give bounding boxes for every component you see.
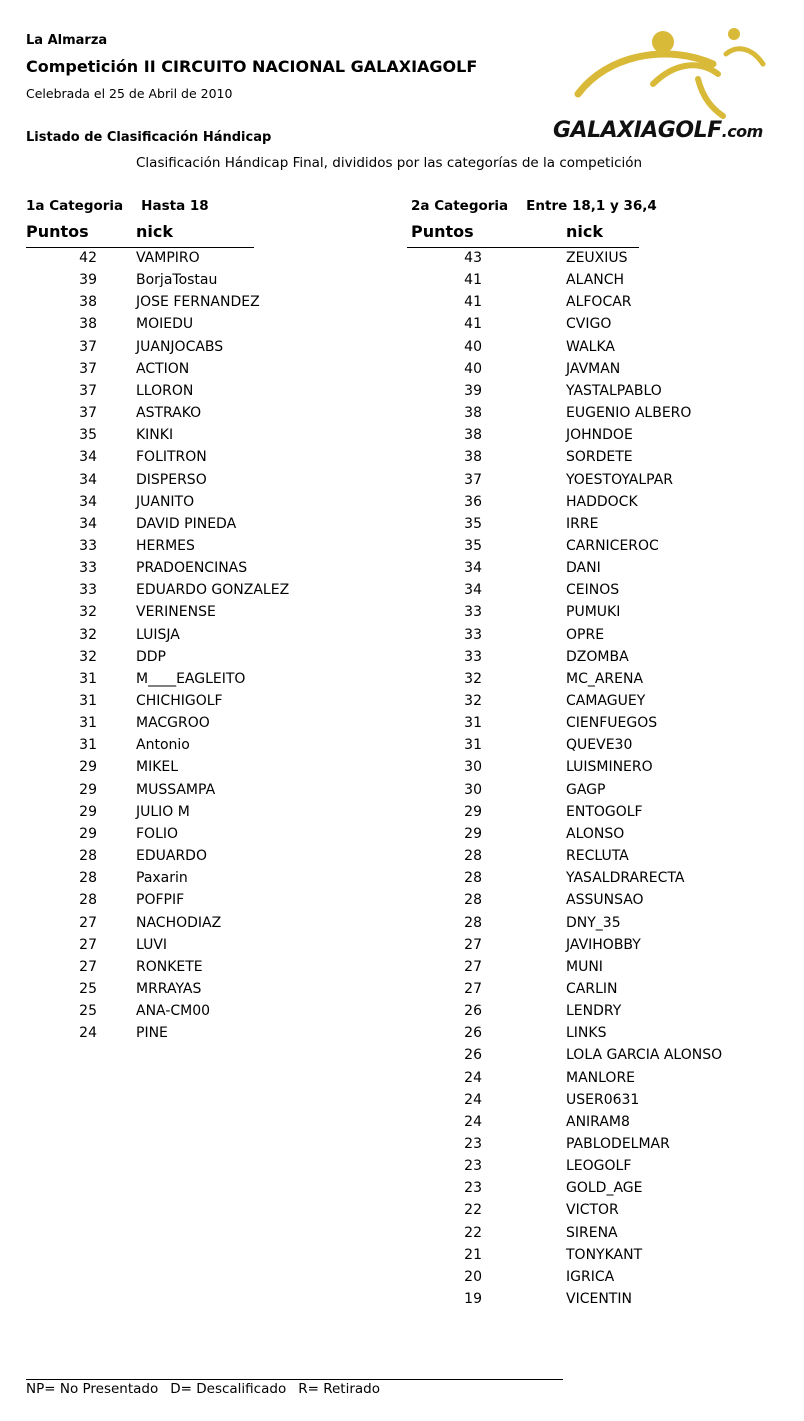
row-nick: LLORON [136,382,194,399]
row-nick: CARLIN [566,980,618,997]
row-nick: ANIRAM8 [566,1113,630,1130]
row-points: 25 [79,1003,97,1020]
row-points: 27 [464,936,482,953]
row-nick: EUGENIO ALBERO [566,405,692,422]
row-nick: YASTALPABLO [566,382,662,399]
row-points: 27 [464,958,482,975]
category-1-range: Hasta 18 [141,198,209,214]
row-nick: LOLA GARCIA ALONSO [566,1047,723,1064]
row-points: 29 [79,803,97,820]
row-points: 30 [464,759,482,776]
row-points: 31 [79,670,97,687]
table-row [0,1266,804,1288]
row-points: 29 [464,803,482,820]
table-row [0,1177,804,1199]
row-points: 37 [79,382,97,399]
row-points: 29 [79,825,97,842]
row-nick: VERINENSE [136,604,216,621]
table-row [0,1288,804,1310]
row-nick: MIKEL [136,759,179,776]
row-points: 26 [464,1003,482,1020]
row-nick: JULIO M [136,803,190,820]
logo-name: GALAXIAGOLF [553,118,722,143]
table-row [0,336,804,358]
table-row [0,646,804,668]
category-2-label: 2a Categoria [411,198,509,214]
row-points: 38 [79,294,97,311]
row-points: 31 [79,715,97,732]
row-points: 36 [464,493,482,510]
table-row [0,734,804,756]
row-nick: MRRAYAS [136,980,202,997]
row-nick: CEINOS [566,582,620,599]
table-row [0,1044,804,1066]
row-nick: LUISJA [136,626,180,643]
row-nick: JUANITO [136,493,195,510]
table-row [0,1222,804,1244]
row-points: 29 [79,781,97,798]
table-row [0,247,804,269]
row-points: 32 [464,693,482,709]
legend-d: D= Descalificado [170,1381,287,1397]
row-points: 34 [79,493,97,510]
row-points: 28 [464,870,482,887]
row-nick: KINKI [136,427,174,444]
row-points: 27 [464,980,482,997]
row-nick: JAVIHOBBY [566,936,641,953]
row-points: 33 [464,626,482,643]
row-points: 38 [464,449,482,466]
row-nick: CARNICEROC [566,537,659,554]
table-row [0,1244,804,1266]
row-nick: RECLUTA [566,848,629,865]
row-points: 24 [464,1069,482,1086]
row-nick: FOLITRON [136,449,207,466]
row-points: 34 [79,515,97,532]
row-points: 34 [79,449,97,466]
row-points: 32 [79,604,97,621]
row-nick: ASTRAKO [136,405,202,422]
row-nick: RONKETE [136,958,203,975]
row-nick: PRADOENCINAS [136,560,248,577]
table-row [0,624,804,646]
row-points: 41 [464,272,482,289]
row-points: 26 [464,1047,482,1064]
table-row [0,1067,804,1089]
row-points: 37 [79,360,97,377]
category-2-header [411,198,657,214]
row-nick: CVIGO [566,316,612,333]
row-points: 28 [464,914,482,931]
table-row [0,424,804,446]
row-nick: CAMAGUEY [566,693,646,709]
legend-np: NP= No Presentado [26,1381,159,1397]
row-nick: MUNI [566,958,603,975]
table-row [0,956,804,978]
row-nick: WALKA [566,338,615,355]
row-nick: DZOMBA [566,648,629,665]
row-nick: QUEVE30 [566,737,633,754]
row-points: 22 [464,1202,482,1219]
row-points: 37 [464,471,482,488]
row-points: 23 [464,1158,482,1175]
row-nick: M____EAGLEITO [136,670,246,687]
row-nick: ALANCH [566,272,625,289]
table-row [0,779,804,801]
row-nick: GOLD_AGE [566,1180,643,1197]
row-nick: ALONSO [566,825,625,842]
table-row [0,446,804,468]
table-row [0,601,804,623]
table-row [0,358,804,380]
row-points: 33 [79,560,97,577]
competition-date: Celebrada el 25 de Abril de 2010 [26,86,233,101]
row-nick: DANI [566,560,601,577]
row-nick: EDUARDO [136,848,207,865]
table-row [0,1199,804,1221]
row-points: 35 [464,515,482,532]
table-row [0,801,804,823]
row-points: 42 [79,250,97,266]
row-nick: Antonio [136,737,190,754]
row-nick: TONYKANT [566,1246,643,1263]
cat2-col-nick: nick [566,222,603,241]
row-nick: DAVID PINEDA [136,515,237,532]
row-points: 29 [464,825,482,842]
competition-title: Competición II CIRCUITO NACIONAL GALAXIAGOLF [26,57,478,76]
row-points: 28 [464,892,482,909]
row-nick: MANLORE [566,1069,636,1086]
row-nick: CIENFUEGOS [566,715,658,732]
row-nick: HERMES [136,537,195,554]
row-nick: LUVI [136,936,168,953]
table-row [0,912,804,934]
row-nick: IRRE [566,515,599,532]
row-nick: JAVMAN [566,360,621,377]
cat1-col-points: Puntos [26,222,89,241]
row-points: 27 [79,914,97,931]
row-points: 25 [79,980,97,997]
row-points: 33 [464,648,482,665]
row-points: 39 [79,272,97,289]
logo-wordmark [553,118,763,143]
row-nick: ACTION [136,360,190,377]
row-nick: ALFOCAR [566,294,632,311]
footer-rule [26,1379,563,1380]
row-points: 41 [464,316,482,333]
row-points: 33 [464,604,482,621]
row-points: 32 [464,670,482,687]
row-nick: DNY_35 [566,914,621,931]
table-row [0,1155,804,1177]
table-row [0,269,804,291]
row-points: 39 [464,382,482,399]
row-points: 41 [464,294,482,311]
table-row [0,291,804,313]
row-points: 35 [464,537,482,554]
table-row [0,1133,804,1155]
row-nick: DDP [136,648,167,665]
row-points: 21 [464,1246,482,1263]
legend-r: R= Retirado [298,1381,380,1397]
row-points: 26 [464,1025,482,1042]
table-row [0,535,804,557]
row-nick: LENDRY [566,1003,622,1020]
row-points: 40 [464,360,482,377]
row-points: 31 [79,737,97,754]
row-nick: JOHNDOE [566,427,633,444]
category-2-range: Entre 18,1 y 36,4 [526,198,657,214]
row-nick: NACHODIAZ [136,914,222,931]
row-nick: SIRENA [566,1224,618,1241]
row-nick: ENTOGOLF [566,803,643,820]
table-row [0,313,804,335]
row-points: 29 [79,759,97,776]
table-row [0,712,804,734]
row-points: 38 [464,427,482,444]
row-points: 23 [464,1180,482,1197]
row-nick: JUANJOCABS [136,338,224,355]
table-row [0,1000,804,1022]
row-nick: BorjaTostau [136,272,218,289]
table-row [0,867,804,889]
row-nick: USER0631 [566,1091,640,1108]
table-row [0,402,804,424]
row-nick: PUMUKI [566,604,621,621]
row-points: 32 [79,626,97,643]
row-points: 38 [464,405,482,422]
cat2-col-points: Puntos [411,222,474,241]
row-points: 24 [79,1025,97,1042]
row-nick: CHICHIGOLF [136,693,223,709]
row-points: 38 [79,316,97,333]
row-nick: LUISMINERO [566,759,653,776]
row-points: 31 [464,715,482,732]
listing-title: Listado de Clasificación Hándicap [26,130,272,145]
row-nick: IGRICA [566,1268,615,1285]
row-nick: DISPERSO [136,471,207,488]
row-nick: JOSE FERNANDEZ [136,294,260,311]
row-nick: MOIEDU [136,316,194,333]
row-points: 28 [79,848,97,865]
table-row [0,668,804,690]
category-1-label: 1a Categoria [26,198,124,214]
row-nick: PABLODELMAR [566,1136,670,1152]
row-nick: Paxarin [136,870,188,887]
row-nick: FOLIO [136,825,179,842]
row-nick: SORDETE [566,449,633,466]
row-nick: YOESTOYALPAR [566,471,674,488]
row-points: 40 [464,338,482,355]
venue-name: La Almarza [26,33,108,48]
table-row [0,491,804,513]
row-nick: POFPIF [136,892,185,909]
table-row [0,579,804,601]
table-row [0,1022,804,1044]
legend [26,1381,392,1397]
row-points: 31 [79,693,97,709]
row-points: 20 [464,1268,482,1285]
row-points: 24 [464,1113,482,1130]
row-nick: YASALDRARECTA [566,870,685,887]
cat1-col-nick: nick [136,222,173,241]
row-points: 34 [79,471,97,488]
row-points: 33 [79,537,97,554]
row-nick: VICENTIN [566,1291,632,1308]
row-points: 19 [464,1291,482,1308]
row-nick: PINE [136,1025,168,1042]
row-nick: ZEUXIUS [566,250,628,266]
row-nick: HADDOCK [566,493,638,510]
row-points: 22 [464,1224,482,1241]
row-nick: MACGROO [136,715,210,732]
table-row [0,1111,804,1133]
category-1-header [26,198,209,214]
row-points: 37 [79,405,97,422]
row-nick: LEOGOLF [566,1158,632,1175]
logo-domain: .com [721,122,763,141]
table-row [0,978,804,1000]
row-points: 33 [79,582,97,599]
row-points: 28 [79,892,97,909]
row-points: 30 [464,781,482,798]
row-points: 28 [464,848,482,865]
row-points: 23 [464,1136,482,1152]
table-row [0,469,804,491]
row-nick: EDUARDO GONZALEZ [136,582,290,599]
row-nick: MC_ARENA [566,670,644,687]
table-row [0,823,804,845]
table-row [0,380,804,402]
row-nick: OPRE [566,626,605,643]
row-nick: VICTOR [566,1202,619,1219]
row-nick: ASSUNSAO [566,892,644,909]
row-points: 27 [79,958,97,975]
row-points: 35 [79,427,97,444]
row-nick: VAMPIRO [136,250,200,266]
row-nick: MUSSAMPA [136,781,216,798]
row-points: 31 [464,737,482,754]
row-nick: GAGP [566,781,606,798]
table-row [0,1089,804,1111]
row-points: 34 [464,560,482,577]
table-row [0,690,804,712]
row-points: 32 [79,648,97,665]
table-row [0,756,804,778]
row-points: 43 [464,250,482,266]
table-row [0,557,804,579]
row-points: 27 [79,936,97,953]
table-row [0,845,804,867]
row-points: 37 [79,338,97,355]
listing-subtitle: Clasificación Hándicap Final, divididos por las categorías de la competición [136,155,643,171]
table-row [0,513,804,535]
table-row [0,889,804,911]
row-nick: ANA-CM00 [136,1003,211,1020]
row-points: 34 [464,582,482,599]
row-nick: LINKS [566,1025,607,1042]
table-row [0,934,804,956]
row-points: 28 [79,870,97,887]
row-points: 24 [464,1091,482,1108]
